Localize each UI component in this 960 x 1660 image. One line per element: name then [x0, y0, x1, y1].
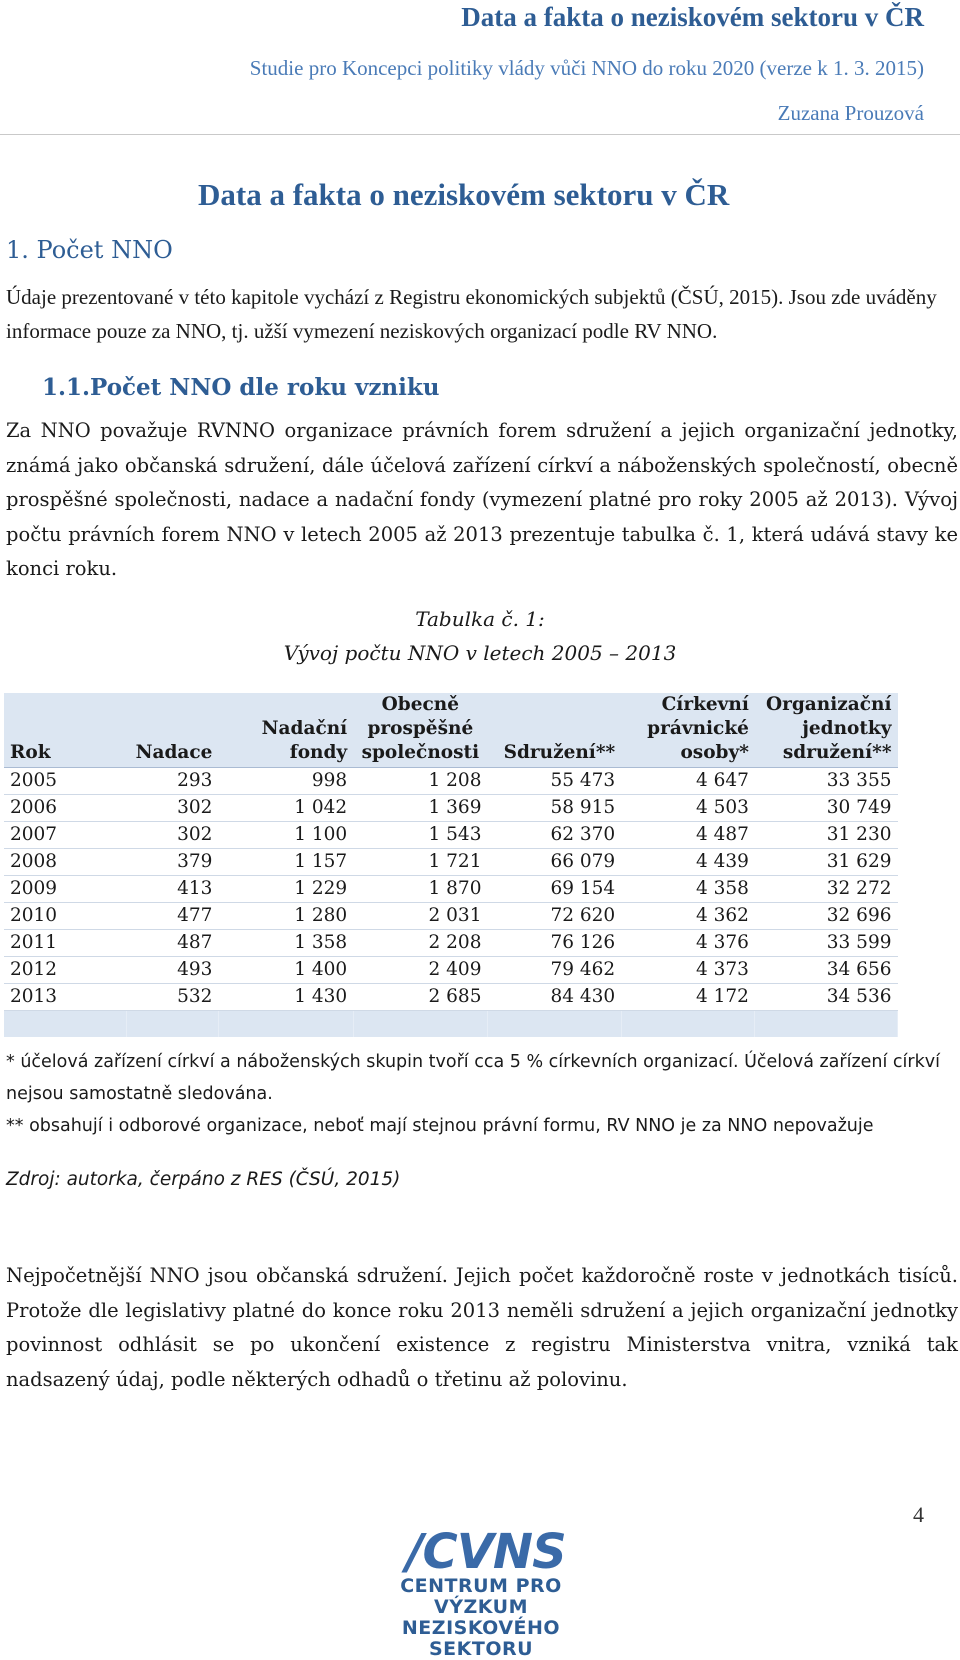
table-footnote-1: * účelová zařízení církví a náboženských skupin tvoří cca 5 % církevních organizací. Účelová zařízení církví nejsou samostatně sledována. [6, 1052, 940, 1104]
table-cell: 33 599 [755, 930, 898, 957]
table-cell: 4 487 [621, 822, 755, 849]
closing-paragraph: Nejpočetnější NNO jsou občanská sdružení. Jejich počet každoročně roste v jednotkách tisíců. Protože dle legislativy platné do konce roku 2013 neměli sdružení a jejich organizační jednotky povinnost odhlásit se po ukončení existence z registru Ministerstva vnitra, vzniká tak nadsazený údaj, podle některých odhadů o třetinu až polovinu. [6, 1264, 958, 1391]
table-cell: 32 272 [755, 876, 898, 903]
table-blank-cell [4, 1011, 126, 1038]
table-cell: 79 462 [487, 957, 621, 984]
column-header-cirkevni: Církevní právnické osoby* [621, 693, 755, 768]
table-row [4, 957, 898, 984]
column-header-ops: Obecně prospěšné společnosti [353, 693, 487, 768]
table-cell: 34 656 [755, 957, 898, 984]
section-1-1-paragraph: Za NNO považuje RVNNO organizace právních forem sdružení a jejich organizační jednotky, známá jako občanská sdružení, dále účelová zařízení církví a náboženských společností, obecně prospěšné společnosti, nadace a nadační fondy (vymezení platné pro roky 2005 až 2013). Vývoj počtu právních forem NNO v letech 2005 až 2013 prezentuje tabulka č. 1, která udává stavy ke konci roku. [6, 419, 958, 580]
table-caption-title: Vývoj počtu NNO v letech 2005 – 2013 [283, 641, 677, 665]
table-cell: 379 [126, 849, 218, 876]
table-cell: 4 439 [621, 849, 755, 876]
section-1-heading: 1. Počet NNO [6, 236, 173, 264]
table-cell: 1 400 [218, 957, 353, 984]
section-1-paragraph: Údaje prezentované v této kapitole vychází z Registru ekonomických subjektů (ČSÚ, 2015). Jsou zde uváděny informace pouze za NNO, tj. užší vymezení neziskových organizací podle RV NNO. [6, 285, 937, 343]
table-cell: 1 280 [218, 903, 353, 930]
table-cell: 4 503 [621, 795, 755, 822]
table-cell: 31 230 [755, 822, 898, 849]
table-cell: 1 358 [218, 930, 353, 957]
table-cell: 4 362 [621, 903, 755, 930]
header-subtitle: Studie pro Koncepci politiky vlády vůči NNO do roku 2020 (verze k 1. 3. 2015) [249, 56, 924, 80]
table-cell: 1 543 [353, 822, 487, 849]
table-row [4, 795, 898, 822]
cvns-logo [366, 1524, 606, 1660]
table-cell: 4 373 [621, 957, 755, 984]
table-row [4, 984, 898, 1011]
column-header-sdruzeni: Sdružení** [487, 693, 621, 768]
table-cell: 2 208 [353, 930, 487, 957]
table-blank-cell [126, 1011, 218, 1038]
table-cell: 34 536 [755, 984, 898, 1011]
table-cell: 1 229 [218, 876, 353, 903]
table-cell: 293 [126, 768, 218, 795]
table-blank-cell [353, 1011, 487, 1038]
section-1-1-heading: 1.1.Počet NNO dle roku vzniku [42, 374, 440, 401]
logo-mark: /CVNS [406, 1524, 566, 1580]
table-cell: 72 620 [487, 903, 621, 930]
table-caption-label: Tabulka č. 1: [415, 607, 545, 631]
table-cell: 4 647 [621, 768, 755, 795]
table-cell: 33 355 [755, 768, 898, 795]
table-row [4, 903, 898, 930]
table-cell: 2011 [4, 930, 126, 957]
table-cell: 413 [126, 876, 218, 903]
table-cell: 2008 [4, 849, 126, 876]
table-cell: 58 915 [487, 795, 621, 822]
table-cell: 1 369 [353, 795, 487, 822]
document-title: Data a fakta o neziskovém sektoru v ČR [198, 177, 730, 212]
table-cell: 32 696 [755, 903, 898, 930]
table-cell: 62 370 [487, 822, 621, 849]
table-cell: 2006 [4, 795, 126, 822]
column-header-nadacni-fondy: Nadační fondy [218, 693, 353, 768]
table-blank-cell [621, 1011, 755, 1038]
table-cell: 2 031 [353, 903, 487, 930]
table-cell: 477 [126, 903, 218, 930]
table-body [4, 768, 898, 1038]
table-blank-row [4, 1011, 898, 1038]
table-cell: 4 376 [621, 930, 755, 957]
table-cell: 2007 [4, 822, 126, 849]
column-header-org-jednotky: Organizační jednotky sdružení** [755, 693, 898, 768]
header-author: Zuzana Prouzová [777, 101, 924, 125]
table-cell: 69 154 [487, 876, 621, 903]
table-cell: 1 721 [353, 849, 487, 876]
table-cell: 2013 [4, 984, 126, 1011]
table-cell: 31 629 [755, 849, 898, 876]
table-cell: 2005 [4, 768, 126, 795]
table-cell: 1 208 [353, 768, 487, 795]
table-blank-cell [755, 1011, 898, 1038]
table-cell: 2012 [4, 957, 126, 984]
logo-line-1: CENTRUM PRO VÝZKUM [400, 1575, 562, 1618]
table-cell: 4 172 [621, 984, 755, 1011]
table-row [4, 876, 898, 903]
column-header-nadace: Nadace [126, 693, 218, 768]
table-blank-cell [487, 1011, 621, 1038]
table-cell: 55 473 [487, 768, 621, 795]
table-cell: 302 [126, 822, 218, 849]
table-cell: 1 430 [218, 984, 353, 1011]
table-row [4, 849, 898, 876]
table-cell: 493 [126, 957, 218, 984]
table-cell: 1 042 [218, 795, 353, 822]
table-header-row [4, 693, 898, 768]
table-cell: 1 100 [218, 822, 353, 849]
table-footnote-2: ** obsahují i odborové organizace, neboť mají stejnou právní formu, RV NNO je za NNO nepovažuje [6, 1116, 874, 1136]
table-cell: 2 409 [353, 957, 487, 984]
table-source: Zdroj: autorka, čerpáno z RES (ČSÚ, 2015) [6, 1169, 401, 1190]
table-cell: 532 [126, 984, 218, 1011]
logo-line-2: NEZISKOVÉHO SEKTORU [401, 1617, 561, 1660]
table-row [4, 822, 898, 849]
table-cell: 2009 [4, 876, 126, 903]
table-cell: 2010 [4, 903, 126, 930]
table-cell: 76 126 [487, 930, 621, 957]
table-cell: 1 870 [353, 876, 487, 903]
table-cell: 84 430 [487, 984, 621, 1011]
table-cell: 2 685 [353, 984, 487, 1011]
table-cell: 302 [126, 795, 218, 822]
header-title: Data a fakta o neziskovém sektoru v ČR [461, 2, 924, 32]
table-cell: 487 [126, 930, 218, 957]
nno-count-table [4, 693, 898, 1037]
header-divider [0, 134, 960, 135]
table-cell: 4 358 [621, 876, 755, 903]
table-cell: 998 [218, 768, 353, 795]
page-number: 4 [913, 1502, 924, 1527]
table-cell: 1 157 [218, 849, 353, 876]
table-row [4, 930, 898, 957]
table-cell: 66 079 [487, 849, 621, 876]
table-row [4, 768, 898, 795]
table-blank-cell [218, 1011, 353, 1038]
column-header-rok: Rok [4, 693, 126, 768]
table-cell: 30 749 [755, 795, 898, 822]
